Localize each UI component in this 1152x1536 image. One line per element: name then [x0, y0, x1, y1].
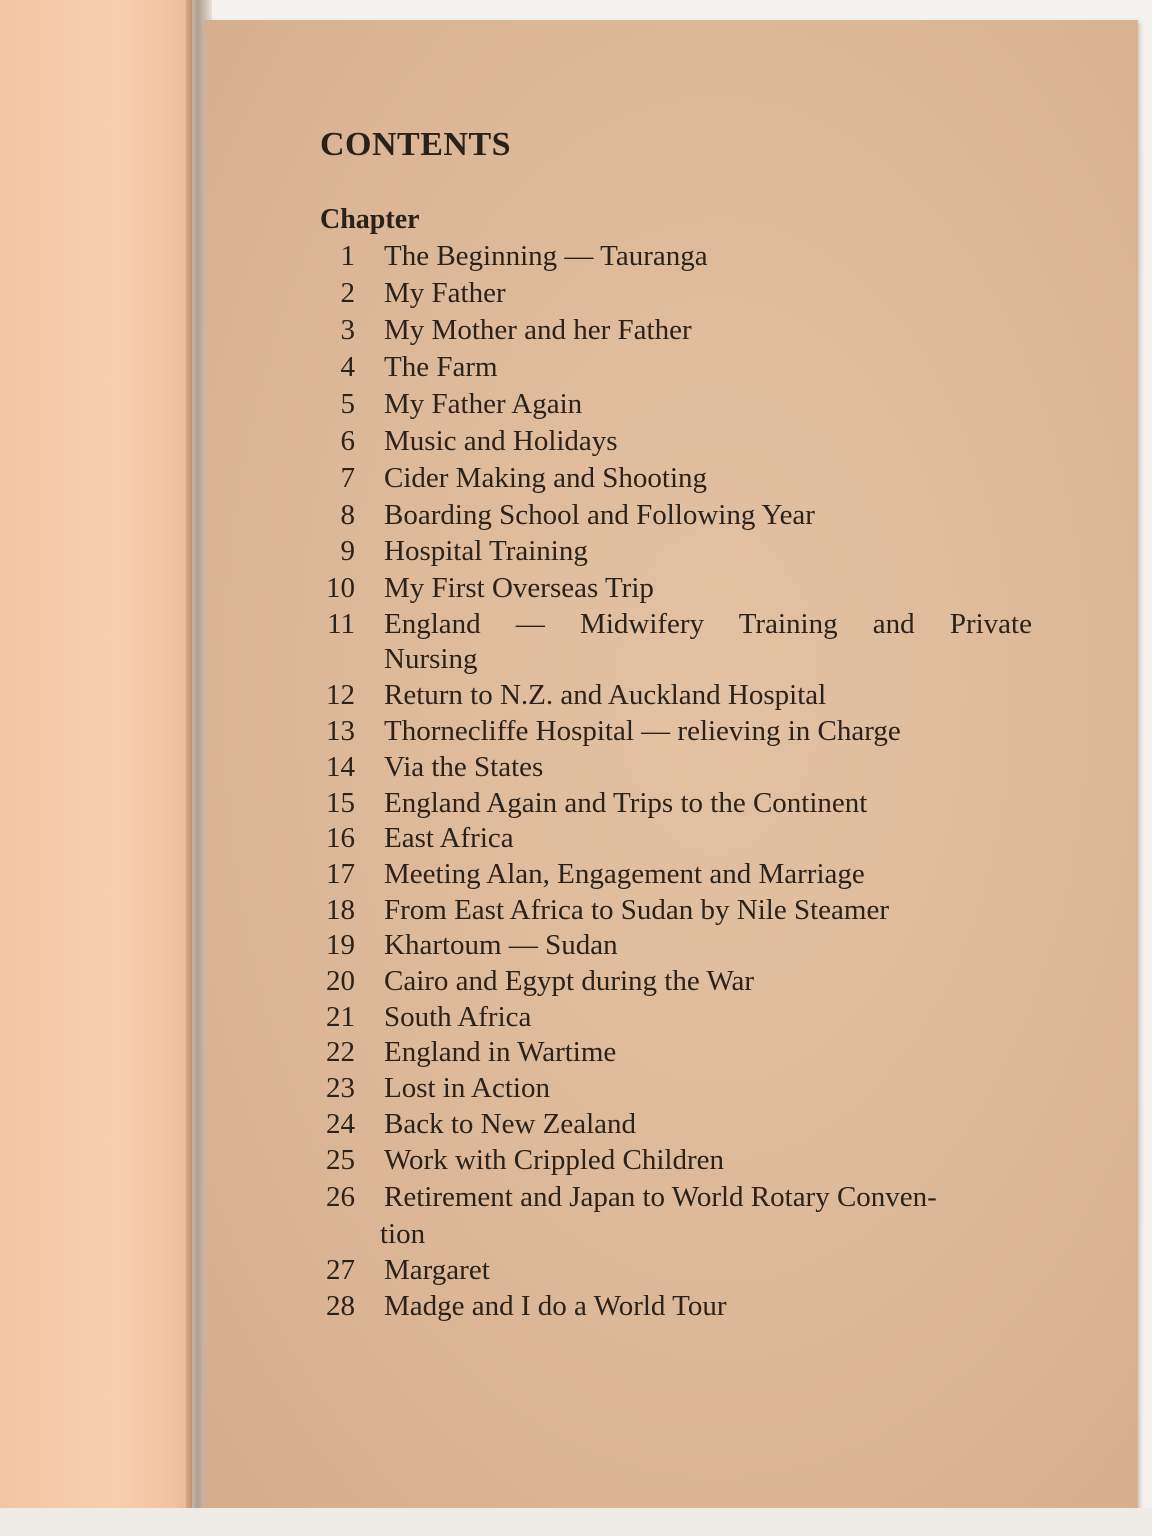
chapter-title: South Africa	[384, 1001, 532, 1033]
toc-row	[310, 462, 1040, 498]
chapter-number: 18	[326, 894, 355, 926]
chapter-title-continuation: Nursing	[384, 643, 478, 675]
chapter-title: England Again and Trips to the Continent	[384, 787, 868, 819]
chapter-number: 1	[340, 240, 355, 272]
chapter-title: From East Africa to Sudan by Nile Steamer	[384, 894, 889, 926]
chapter-number: 8	[340, 499, 355, 531]
toc-row	[310, 1001, 1040, 1037]
chapter-title: Music and Holidays	[384, 425, 618, 457]
chapter-title: My Father Again	[384, 388, 583, 420]
chapter-title: East Africa	[384, 822, 514, 854]
chapter-title: England — Midwifery Training and Private	[384, 608, 1032, 640]
toc-row	[310, 499, 1040, 535]
chapter-number: 17	[326, 858, 355, 890]
chapter-title: Via the States	[384, 751, 544, 783]
chapter-number: 19	[326, 929, 355, 961]
chapter-title: Cairo and Egypt during the War	[384, 965, 755, 997]
toc-row	[310, 314, 1040, 350]
toc-row	[310, 1036, 1040, 1072]
chapter-title: My Mother and her Father	[384, 314, 692, 346]
toc-row	[310, 535, 1040, 571]
toc-row	[310, 894, 1040, 930]
page-title: CONTENTS	[320, 126, 512, 163]
toc-row	[310, 965, 1040, 1001]
background-surface	[0, 1508, 1152, 1536]
toc-row	[310, 388, 1040, 424]
chapter-title: Madge and I do a World Tour	[384, 1290, 727, 1322]
chapter-number: 28	[326, 1290, 355, 1322]
chapter-number: 9	[340, 535, 355, 567]
toc-row	[310, 679, 1040, 715]
chapter-number: 14	[326, 751, 355, 783]
chapter-number: 11	[327, 608, 355, 640]
chapter-number: 12	[326, 679, 355, 711]
chapter-number: 2	[340, 277, 355, 309]
toc-row	[310, 1072, 1040, 1108]
chapter-title: Khartoum — Sudan	[384, 929, 618, 961]
chapter-title: Margaret	[384, 1254, 490, 1286]
chapter-number: 23	[326, 1072, 355, 1104]
toc-row	[310, 715, 1040, 751]
toc-row	[310, 425, 1040, 461]
chapter-title: The Farm	[384, 351, 498, 383]
chapter-title: England in Wartime	[384, 1036, 617, 1068]
chapter-title: Boarding School and Following Year	[384, 499, 815, 531]
chapter-number: 24	[326, 1108, 355, 1140]
chapter-title: Cider Making and Shooting	[384, 462, 708, 494]
toc-row	[310, 277, 1040, 313]
chapter-number: 10	[326, 572, 355, 604]
chapter-title-continuation: tion	[380, 1218, 426, 1250]
chapter-title: Lost in Action	[384, 1072, 550, 1104]
chapter-column-header: Chapter	[320, 204, 420, 235]
toc-row	[310, 351, 1040, 387]
chapter-title: My First Overseas Trip	[384, 572, 654, 604]
toc-row	[310, 572, 1040, 608]
toc-row	[310, 1254, 1040, 1290]
chapter-number: 22	[326, 1036, 355, 1068]
chapter-number: 25	[326, 1144, 355, 1176]
chapter-title: Return to N.Z. and Auckland Hospital	[384, 679, 827, 711]
toc-row	[310, 608, 1040, 644]
chapter-number: 27	[326, 1254, 355, 1286]
toc-row	[310, 787, 1040, 823]
toc-row	[310, 1144, 1040, 1180]
chapter-number: 20	[326, 965, 355, 997]
toc-row	[310, 858, 1040, 894]
chapter-number: 15	[326, 787, 355, 819]
chapter-title: Back to New Zealand	[384, 1108, 637, 1140]
chapter-number: 16	[326, 822, 355, 854]
chapter-title: Hospital Training	[384, 535, 588, 567]
chapter-title: The Beginning — Tauranga	[384, 240, 708, 272]
chapter-title: Retirement and Japan to World Rotary Conven-	[384, 1181, 937, 1213]
chapter-number: 21	[326, 1001, 355, 1033]
chapter-title: My Father	[384, 277, 506, 309]
chapter-title: Thornecliffe Hospital — relieving in Charge	[384, 715, 901, 747]
chapter-title: Work with Crippled Children	[384, 1144, 724, 1176]
chapter-number: 6	[340, 425, 355, 457]
toc-row	[310, 240, 1040, 276]
toc-row	[310, 1181, 1040, 1217]
chapter-number: 26	[326, 1181, 355, 1213]
toc-row	[310, 822, 1040, 858]
chapter-number: 7	[340, 462, 355, 494]
toc-row	[310, 751, 1040, 787]
toc-row	[310, 1290, 1040, 1326]
chapter-number: 5	[340, 388, 355, 420]
chapter-title: Meeting Alan, Engagement and Marriage	[384, 858, 865, 890]
toc-row	[310, 1108, 1040, 1144]
toc-row	[310, 929, 1040, 965]
chapter-number: 4	[340, 351, 355, 383]
chapter-number: 3	[340, 314, 355, 346]
left-page	[0, 0, 192, 1536]
chapter-number: 13	[326, 715, 355, 747]
